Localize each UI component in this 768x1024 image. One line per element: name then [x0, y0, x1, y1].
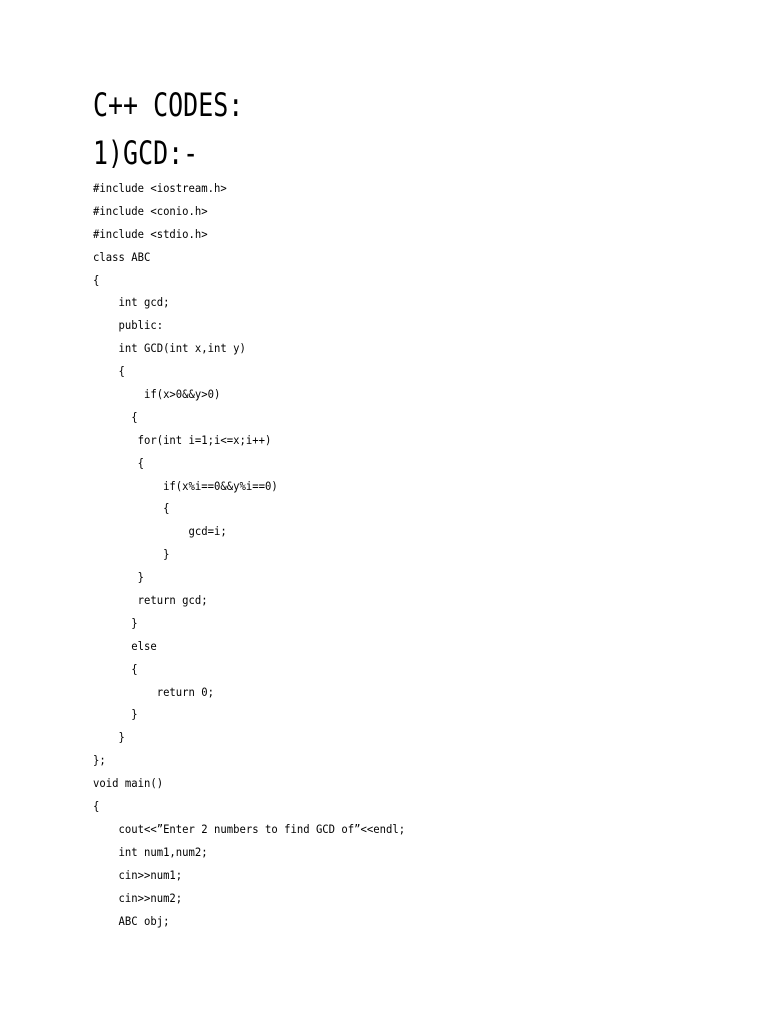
- section-heading-gcd: 1)GCD:-: [93, 134, 199, 172]
- code-line: cin>>num2;: [93, 890, 183, 905]
- code-line: }: [93, 615, 138, 630]
- code-line: };: [93, 753, 106, 768]
- code-line: cout<<”Enter 2 numbers to find GCD of”<<endl;: [93, 821, 406, 836]
- code-line: return gcd;: [93, 593, 208, 608]
- code-line: return 0;: [93, 684, 215, 699]
- code-line: }: [93, 547, 170, 562]
- code-line: #include <conio.h>: [93, 203, 208, 218]
- code-line: if(x%i==0&&y%i==0): [93, 478, 278, 493]
- code-line: public:: [93, 318, 164, 333]
- code-line: class ABC: [93, 249, 151, 264]
- code-line: {: [93, 799, 100, 814]
- code-line: {: [93, 455, 144, 470]
- code-line: {: [93, 272, 100, 287]
- code-line: }: [93, 570, 144, 585]
- code-line: int gcd;: [93, 295, 170, 310]
- code-line: for(int i=1;i<=x;i++): [93, 432, 272, 447]
- code-line: #include <iostream.h>: [93, 181, 227, 195]
- code-line: {: [93, 364, 125, 379]
- code-line: if(x>0&&y>0): [93, 387, 221, 402]
- code-line: #include <stdio.h>: [93, 226, 208, 241]
- code-line: gcd=i;: [93, 524, 227, 539]
- code-line: int GCD(int x,int y): [93, 341, 246, 356]
- code-line: void main(): [93, 776, 164, 791]
- document-title: C++ CODES:: [93, 86, 244, 124]
- code-line: {: [93, 501, 170, 516]
- code-line: ABC obj;: [93, 913, 170, 928]
- code-block: [93, 177, 432, 932]
- code-line: }: [93, 730, 125, 745]
- code-line: int num1,num2;: [93, 844, 208, 859]
- code-line: cin>>num1;: [93, 867, 183, 882]
- code-line: else: [93, 638, 157, 653]
- code-line: }: [93, 707, 138, 722]
- code-line: {: [93, 661, 138, 676]
- code-line: {: [93, 409, 138, 424]
